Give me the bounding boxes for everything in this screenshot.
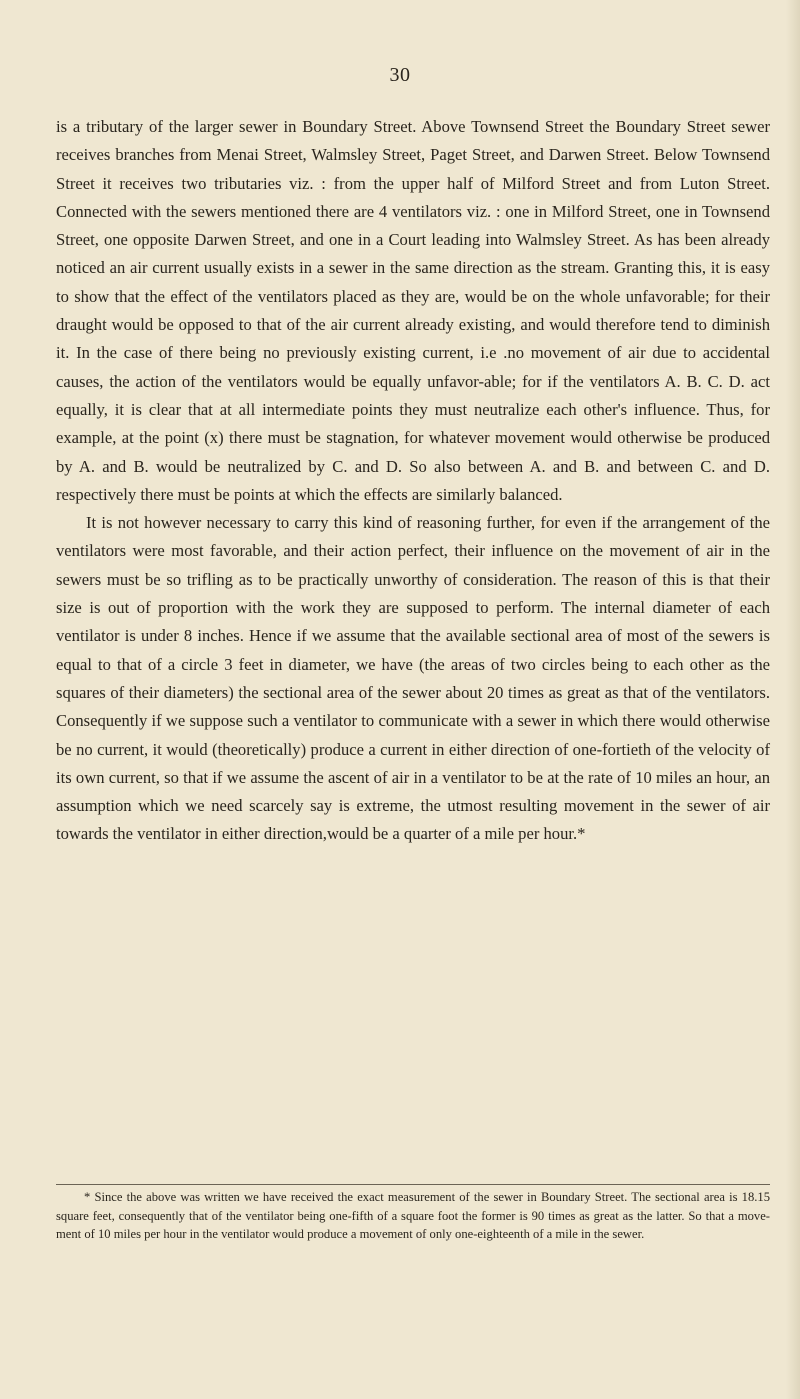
paragraph-2: It is not however necessary to carry this kind of reasoning further, for even if the arrangement of the ventilators were most favorable, and their action perfect, their influence on the movement of air in the sewers must be so trifling as to be practically unworthy of consideration. The reason of this is that their size is out of proportion with the work they are supposed to perform. The internal diameter of each ventilator is under 8 inches. Hence if we assume that the available sectional area of most of the sewers is equal to that of a circle 3 feet in diameter, we have (the areas of two circles being to each other as the squares of their diameters) the sectional area of the sewer about 20 times as great as that of the ventilators. Consequently if we suppose such a ventilator to communicate with a sewer in which there would otherwise be no current, it would (theoretically) produce a current in either direction of one-fortieth of the velocity of its own current, so that if we assume the ascent of air in a ventilator to be at the rate of 10 miles an hour, an assumption which we need scarcely say is extreme, the utmost resulting movement in the sewer of air towards the ventilator in either direction,would be a quarter of a mile per hour.* [56,513,770,844]
page-number: 30 [389,64,411,86]
page-edge-shadow [786,0,800,1399]
paragraph-1: is a tributary of the larger sewer in Boundary Street. Above Townsend Street the Boundary Street sewer receives branches from Menai Street, Walmsley Street, Paget Street, and Darwen Street. Below Townsend Street it receives two tributaries viz. : from the upper half of Milford Street and from Luton Street. Connected with the sewers mentioned there are 4 ventilators viz. : one in Milford Street, one in Townsend Street, one opposite Darwen Street, and one in a Court leading into Walmsley Street. As has been already noticed an air current usually exists in a sewer in the same direction as the stream. Granting this, it is easy to show that the effect of the ventilators placed as they are, would be on the whole unfavorable; for their draught would be opposed to that of the air current already existing, and would therefore tend to diminish it. In the case of there being no previously existing current, i.e .no movement of air due to accidental causes, the action of the ventilators would be equally unfavor-able; for if the ventilators A. B. C. D. act equally, it is clear that at all intermediate points they must neutralize each other's influence. Thus, for example, at the point (x) there must be stagnation, for whatever movement would otherwise be produced by A. and B. would be neutralized by C. and D. So also between A. and B. and between C. and D. respectively there must be points at which the effects are similarly balanced. [56,117,770,504]
footnote: * Since the above was written we have received the exact measurement of the sewer in Boundary Street. The sectional area is 18.15 square feet, consequently that of the ventilator being one-fifth of a square foot the former is 90 times as great as the latter. So that a move-ment of 10 miles per hour in the ventilator would produce a movement of only one-eighteenth of a mile in the sewer. [56,1190,770,1242]
footnote-divider [56,1184,770,1185]
body-text [56,113,770,849]
